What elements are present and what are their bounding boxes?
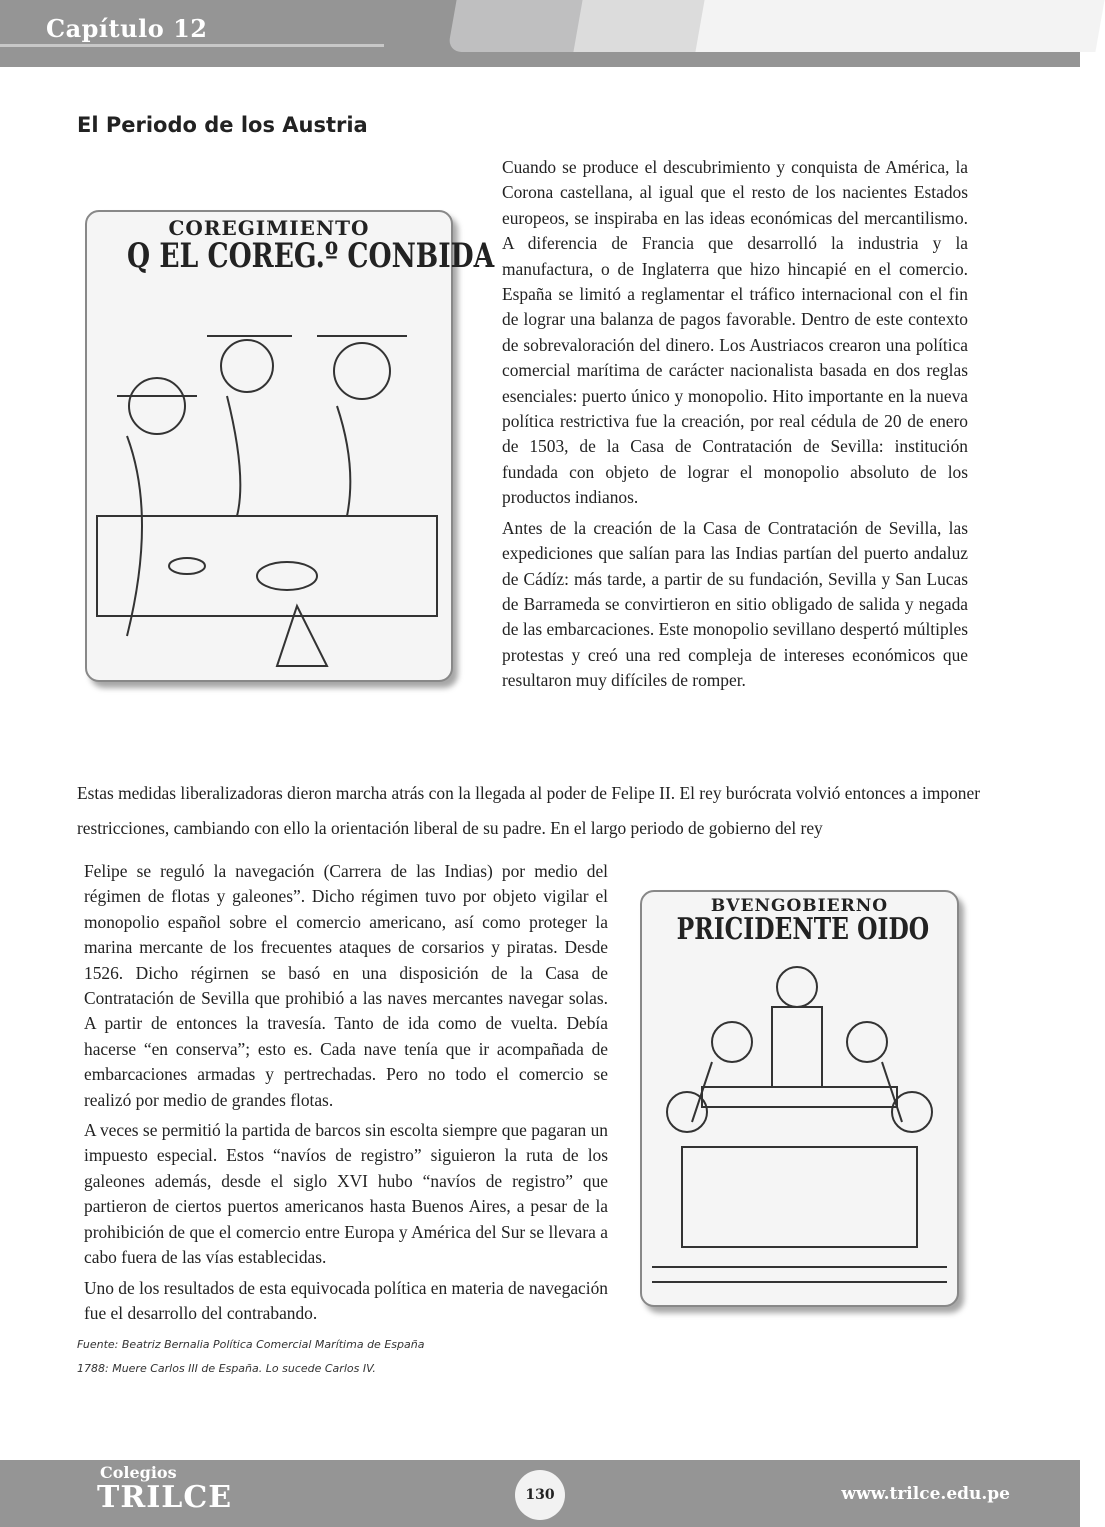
wide-paragraph: Estas medidas liberalizadoras dieron marcha atrás con la llegada al poder de Felipe II. El rey burócrata volvió entonces a imponer restricciones, cambiando con ello la orientación liberal de su padre. En el largo periodo de gobierno del rey [77, 783, 980, 838]
banquet-drawing [87, 276, 451, 676]
illustration-corregimiento [85, 210, 495, 682]
page-number: 130 [515, 1470, 565, 1520]
paragraph: Felipe se reguló la navegación (Carrera de las Indias) por medio del régimen de flotas y galeones”. Dicho régimen tuvo por objeto vigilar el monopolio español sobre el comercio americano, así como proteger la marina mercante de los frecuentes ataques de corsarios y piratas. Desde 1526. Dicho régirnen se basó en una disposición de la Casa de Contratación de Sevilla que prohibió a las naves mercantes navegar solas. A partir de entonces la travesía. Tanto de ida como de vuelta. Debía hacerse “en conserva”; esto es. Cada nave tenía que ir acompañada de embarcaciones armadas y pertrechadas. Pero no todo el comercio se realizó por medio de grandes flotas. [84, 861, 608, 1110]
page-footer [0, 1460, 1080, 1527]
source-citation: Fuente: Beatriz Bernalia Política Comercial Marítima de España [77, 1338, 425, 1351]
paragraph: A veces se permitió la partida de barcos sin escolta siempre que pagaran un impuesto especial. Estos “navíos de registro” siguieron la ruta de los galeones además, desde el siglo XVI hubo “navíos de registro” que partieron de ciertos puertos americanos hasta Buenos Aires, a pesar de la prohibición de que el comercio entre Europa y América del Sur se llevara a cabo fuera de las vías establecidas. [84, 1120, 608, 1268]
chapter-title: Capítulo 12 [46, 14, 208, 43]
illustration-caption: COREGIMIENTO [168, 216, 370, 240]
left-column-text [84, 859, 608, 1331]
paragraph: Cuando se produce el descubrimiento y conquista de América, la Corona castellana, al igual que el resto de los nacientes Estados europeos, se inspiraba en las ideas económicas del mercantilismo. A diferencia de Francia que desarrolló la industria y la manufactura, o de Inglaterra que hizo hincapié en el comercio. España se limitó a reglamentar el tráfico internacional con el fin de lograr una balanza de pagos favorable. Dentro de este contexto de sobrevaloración del dinero. Los Austriacos crearon una política comercial marítima de carácter nacionalista basada en dos reglas esenciales: puerto único y monopolio. Hito importante en la nueva política restrictiva fue la creación, por real cédula de 20 de enero de 1503, de la Casa de Contratación de Sevilla: institución fundada con objeto de lograr el monopolio absoluto de los productos indianos. [502, 157, 968, 508]
section-title: El Periodo de los Austria [77, 113, 368, 137]
timeline-note: 1788: Muere Carlos III de España. Lo sucede Carlos IV. [77, 1362, 376, 1375]
chapter-header [0, 0, 1080, 67]
illustration-heading: PRICIDENTE OIDO [676, 912, 930, 947]
brand-logo: TRILCE [97, 1480, 233, 1515]
paragraph: Antes de la creación de la Casa de Contratación de Sevilla, las expediciones que salían para las Indias partían del puerto andaluz de Cádíz: más tarde, a partir de su fundación, Sevilla y San Lucas de Barrameda se convirtieron en sitio obligado de salida y negada de las embarcaciones. Este monopolio sevillano despertó múltiples protestas y creó una red compleja de intereses económicos que resultaron muy difíciles de romper. [502, 517, 968, 691]
audiencia-drawing [642, 947, 957, 1297]
website-link[interactable]: www.trilce.edu.pe [841, 1484, 1010, 1504]
illustration-buen-gobierno [640, 890, 959, 1307]
paragraph: Uno de los resultados de esta equivocada política en materia de navegación fue el desarrollo del contrabando. [84, 1277, 608, 1323]
right-column-text [502, 155, 968, 699]
illustration-caption: BVENGOBIERNO [710, 896, 889, 916]
brand-small: Colegios [100, 1463, 177, 1482]
illustration-heading: Q EL COREG.º CONBIDA [127, 236, 495, 276]
